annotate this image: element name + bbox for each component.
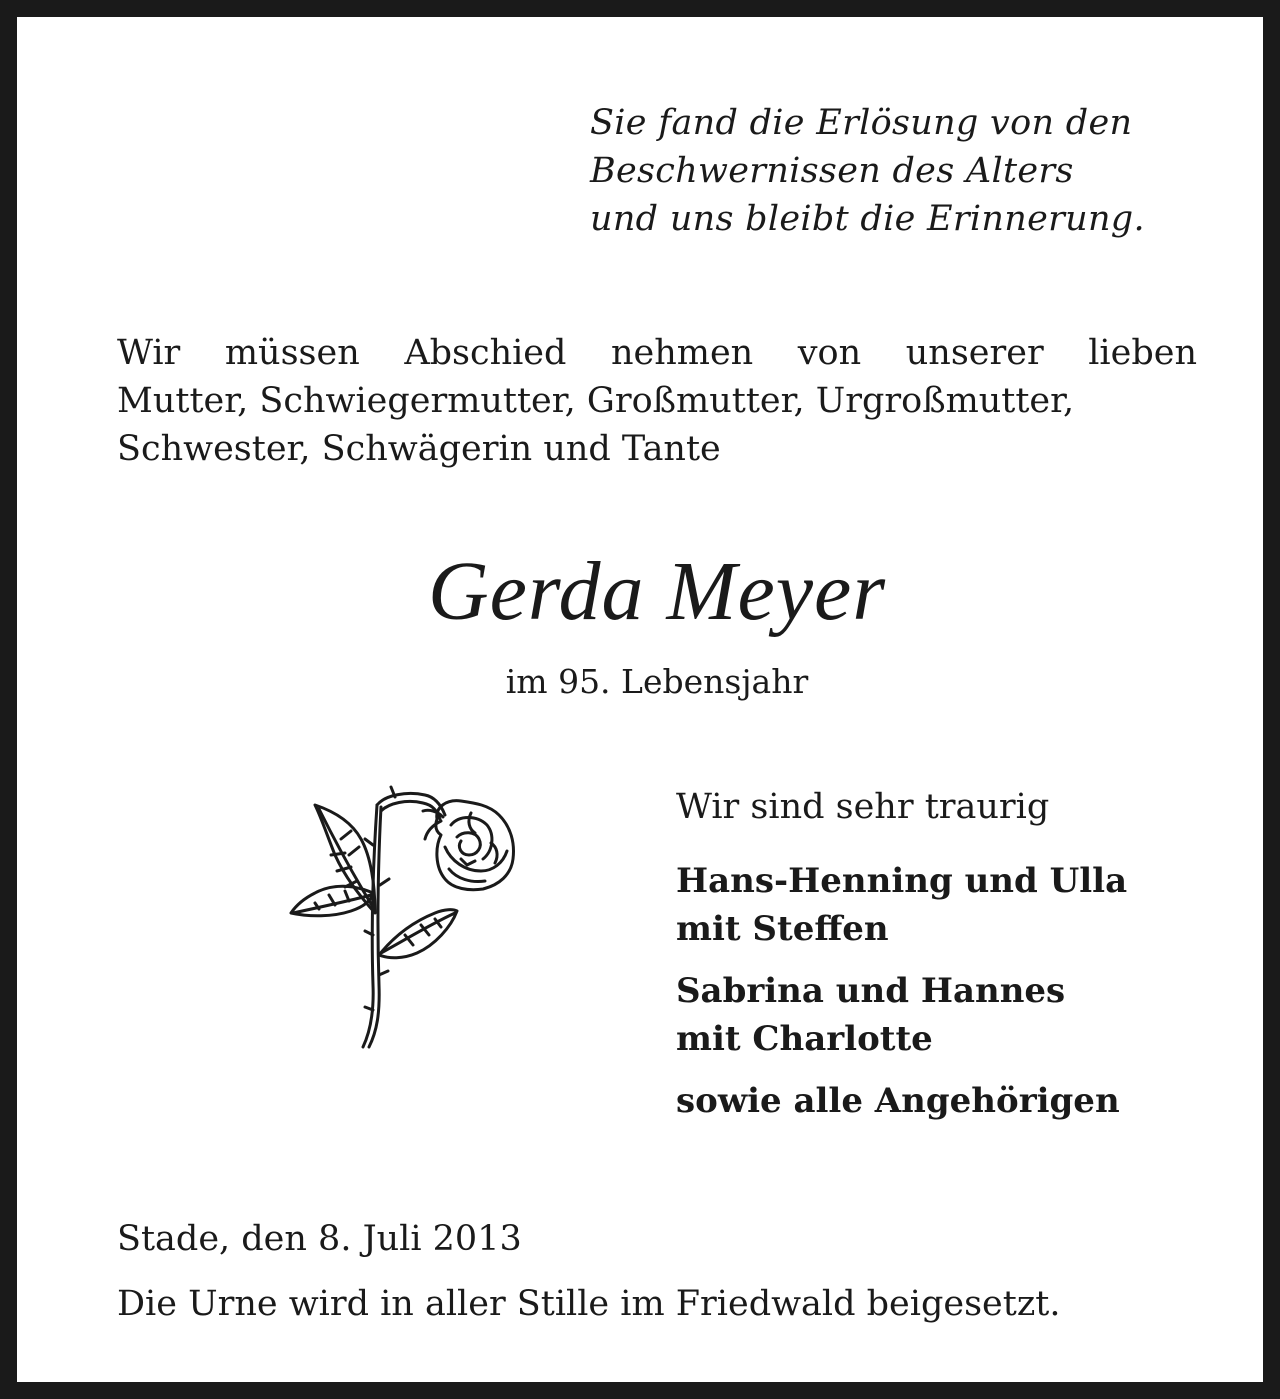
quote-line: und uns bleibt die Erinnerung. (590, 199, 1145, 239)
rose-icon (285, 785, 525, 1053)
mourner-line: mit Steffen (676, 909, 889, 949)
mourner-group (676, 1077, 1236, 1125)
mourner-group (676, 967, 1236, 1063)
mourner-line: mit Charlotte (676, 1019, 933, 1059)
memorial-quote (590, 99, 1230, 243)
intro-line: Mutter, Schwiegermutter, Großmutter, Urgroßmutter, (117, 381, 1075, 421)
intro-line: Schwester, Schwägerin und Tante (117, 429, 721, 469)
mourning-statement: Wir sind sehr traurig (676, 787, 1050, 827)
mourner-line: Hans-Henning und Ulla (676, 861, 1128, 901)
burial-note: Die Urne wird in aller Stille im Friedwald beigesetzt. (117, 1284, 1061, 1324)
mourner-line: Sabrina und Hannes (676, 971, 1066, 1011)
intro-line: Wir müssen Abschied nehmen von unserer lieben (117, 333, 1197, 373)
mourner-line: sowie alle Angehörigen (676, 1081, 1120, 1121)
mourner-group (676, 857, 1236, 953)
quote-line: Sie fand die Erlösung von den (590, 103, 1133, 143)
deceased-name: Gerda Meyer (427, 545, 887, 638)
age-line: im 95. Lebensjahr (505, 662, 809, 701)
quote-line: Beschwernissen des Alters (590, 151, 1074, 191)
place-and-date: Stade, den 8. Juli 2013 (117, 1219, 522, 1259)
farewell-intro (117, 329, 1197, 473)
